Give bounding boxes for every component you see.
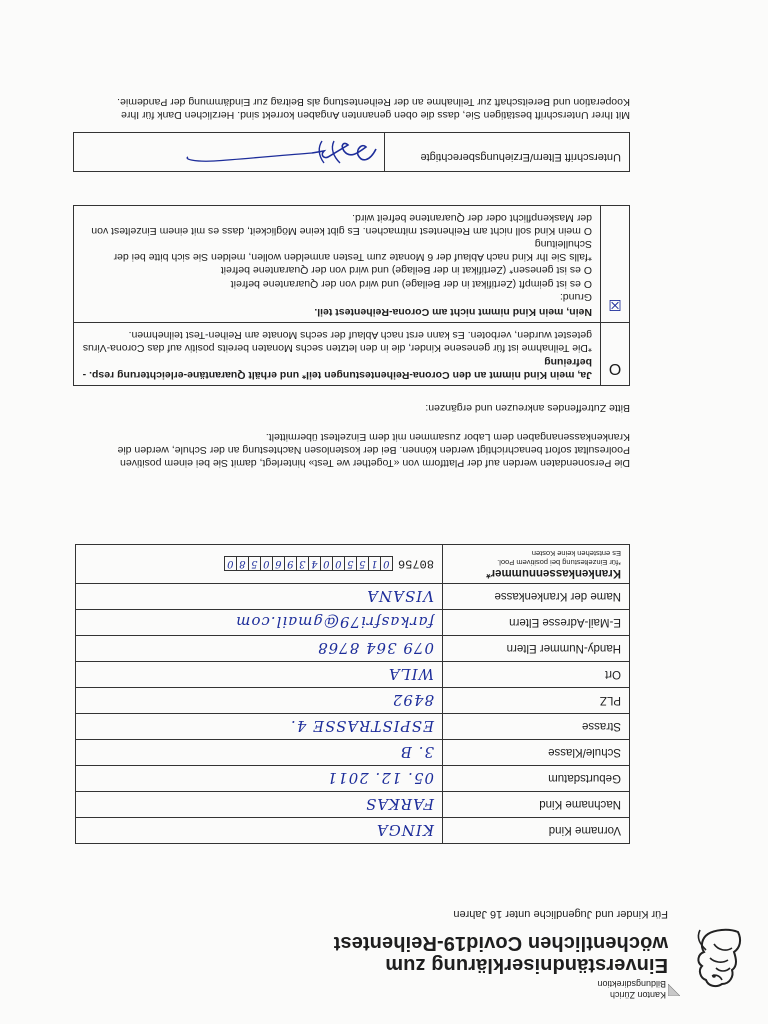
personal-data-table [75,544,630,844]
insurance-name-field[interactable]: VISANA [76,584,443,610]
field-label: Schule/Klasse [443,740,630,766]
field-label: E-Mail-Adresse Eltern [443,610,630,636]
street-field[interactable]: ESPISTRASSE 4. [76,714,443,740]
insurance-footnote: *für Einzeltestung bei positivem Pool. [497,558,621,567]
reason-recovered-note: *falls Sie Ihr Kind nach Ablauf der 6 Monate zum Testen anmelden wollen, melden Sie sich bitte bei der Schulleitung [113,238,592,263]
consent-options-box [73,205,630,386]
reason-no-participation[interactable]: O mein Kind soll nicht am Reihentest mitmachen. Es gibt keine Möglickeit, dass es mit einem Einzeltest von der Maskenpflicht oder der Quarantene befreit wird. [91,212,592,237]
form-row-postal-code [76,688,630,714]
insurance-digit-boxes [224,557,392,572]
option-yes [74,322,629,385]
document-subtitle: Für Kinder und Jugendliche unter 16 Jahren [453,908,668,920]
field-label: Geburtsdatum [443,766,630,792]
document-title [334,932,668,976]
form-row-insurance-number [76,545,630,584]
form-row-last-name [76,792,630,818]
option-no-reason-label: Grund: [559,291,592,304]
signature-label: Unterschrift Eltern/Erziehungsberechtigte [384,133,629,171]
form-row-first-name [76,818,630,844]
department-name: Bildungsdirektion [597,979,666,989]
form-row-insurance-name [76,584,630,610]
checkbox-empty-icon: O [608,360,622,377]
title-line-1: Einverständniserklärung zum [385,954,668,976]
field-label: Vorname Kind [443,818,630,844]
parent-email-field[interactable]: farkasfri79@gmail.com [76,610,443,636]
field-label: PLZ [443,688,630,714]
field-label: Strasse [443,714,630,740]
birth-date-field[interactable]: 05. 12. 2011 [76,766,443,792]
canton-header [597,978,666,1000]
insurance-number-field[interactable] [76,545,443,584]
field-label: Krankenkassennummer* [486,567,621,579]
first-name-field[interactable]: KINGA [76,818,443,844]
signature-field[interactable] [74,133,384,171]
handwritten-signature-icon [84,135,384,171]
insurance-cost-note: Es entstehen keine Kosten [531,549,621,558]
form-row-parent-phone [76,636,630,662]
city-field[interactable]: WILA [76,662,443,688]
option-yes-note: *Die Teilnahme ist für genesene Kinder, die in den letzten sechs Monaten bereits positiv auf das Corona-Virus getestet wurden, verboten. Es kann erst nach Ablauf der sechs Monate am Reihen-Test teilnehmen. [82,329,592,354]
form-row-parent-email [76,610,630,636]
field-label: Nachname Kind [443,792,630,818]
insurance-digit[interactable]: 5 [344,557,357,572]
insurance-digit[interactable]: 9 [284,557,297,572]
option-yes-body [74,323,600,385]
insurance-digit[interactable]: 4 [308,557,321,572]
instruction-text: Bitte Zutreffendes ankreuzen und ergänzen: [425,402,630,414]
canton-zurich-lion-icon [692,924,750,996]
option-no-title: Nein, mein Kind nimmt nicht am Corona-Reihentest teil. [314,306,592,318]
canton-name: Kanton Zürich [609,990,666,1000]
parent-phone-field[interactable]: 079 364 8768 [76,636,443,662]
field-label: Ort [443,662,630,688]
insurance-digit[interactable]: 5 [248,557,261,572]
option-yes-checkbox[interactable] [600,323,629,385]
insurance-digit[interactable]: 6 [272,557,285,572]
insurance-digit[interactable]: 0 [320,557,333,572]
insurance-digit[interactable]: 5 [356,557,369,572]
insurance-digit[interactable]: 8 [236,557,249,572]
signature-row [73,132,630,172]
header-divider-icon [668,984,680,996]
option-no-checkbox[interactable] [600,206,629,322]
insurance-digit[interactable]: 0 [380,557,393,572]
field-label: Handy-Nummer Eltern [443,636,630,662]
data-privacy-info: Die Personendaten werden auf der Plattform von «Together we Test» hinterlegt, damit Sie bei einem positiven Poolresultat sofort benachrichtigt werden können. Bei der kostenlosen Nachtestung an der Schule, werden die Krankenkassenangaben dem Labor zusammen mit dem Einzeltest übermittelt. [117,431,630,469]
postal-code-field[interactable]: 8492 [76,688,443,714]
form-row-birth-date [76,766,630,792]
form-row-street [76,714,630,740]
last-name-field[interactable]: FARKAS [76,792,443,818]
option-no [74,206,629,322]
reason-vaccinated[interactable]: O es ist geimpft (Zertifikat in der Beilage) und wird von der Quarantene befreit [230,278,592,290]
form-row-city [76,662,630,688]
title-line-2: wöchentlichen Covid19-Reihentest [333,932,668,954]
closing-statement: Mit Ihrer Unterschrift bestätigen Sie, dass die oben genannten Angaben korrekt sind. Herzlichen Dank für Ihre Kooperation und Bereitschaft zur Teilnahme an der Reihentestung als Beitrag zur Eindämmung der Pandemie. [117,96,630,121]
insurance-digit[interactable]: 1 [368,557,381,572]
insurance-digit[interactable]: 0 [332,557,345,572]
insurance-number-label-cell [443,545,630,584]
checkbox-crossed-icon: ☒ [608,296,622,313]
insurance-digit[interactable]: 0 [224,557,237,572]
insurance-digit[interactable]: 0 [260,557,273,572]
reason-recovered[interactable]: O es ist genesen* (Zertifikat in der Beilage) und wird von der Quarantene befreit [220,264,592,277]
insurance-digit[interactable]: 3 [296,557,309,572]
school-class-field[interactable]: 3. B [76,740,443,766]
form-row-school-class [76,740,630,766]
field-label: Name der Krankenkasse [443,584,630,610]
option-no-body [74,206,600,322]
option-yes-title: Ja, mein Kind nimmt an den Corona-Reihentestungen teil* und erhält Quarantäne-erleichterung resp. -befreiung [82,356,592,381]
insurance-number-prefix: 80756 [397,556,434,571]
